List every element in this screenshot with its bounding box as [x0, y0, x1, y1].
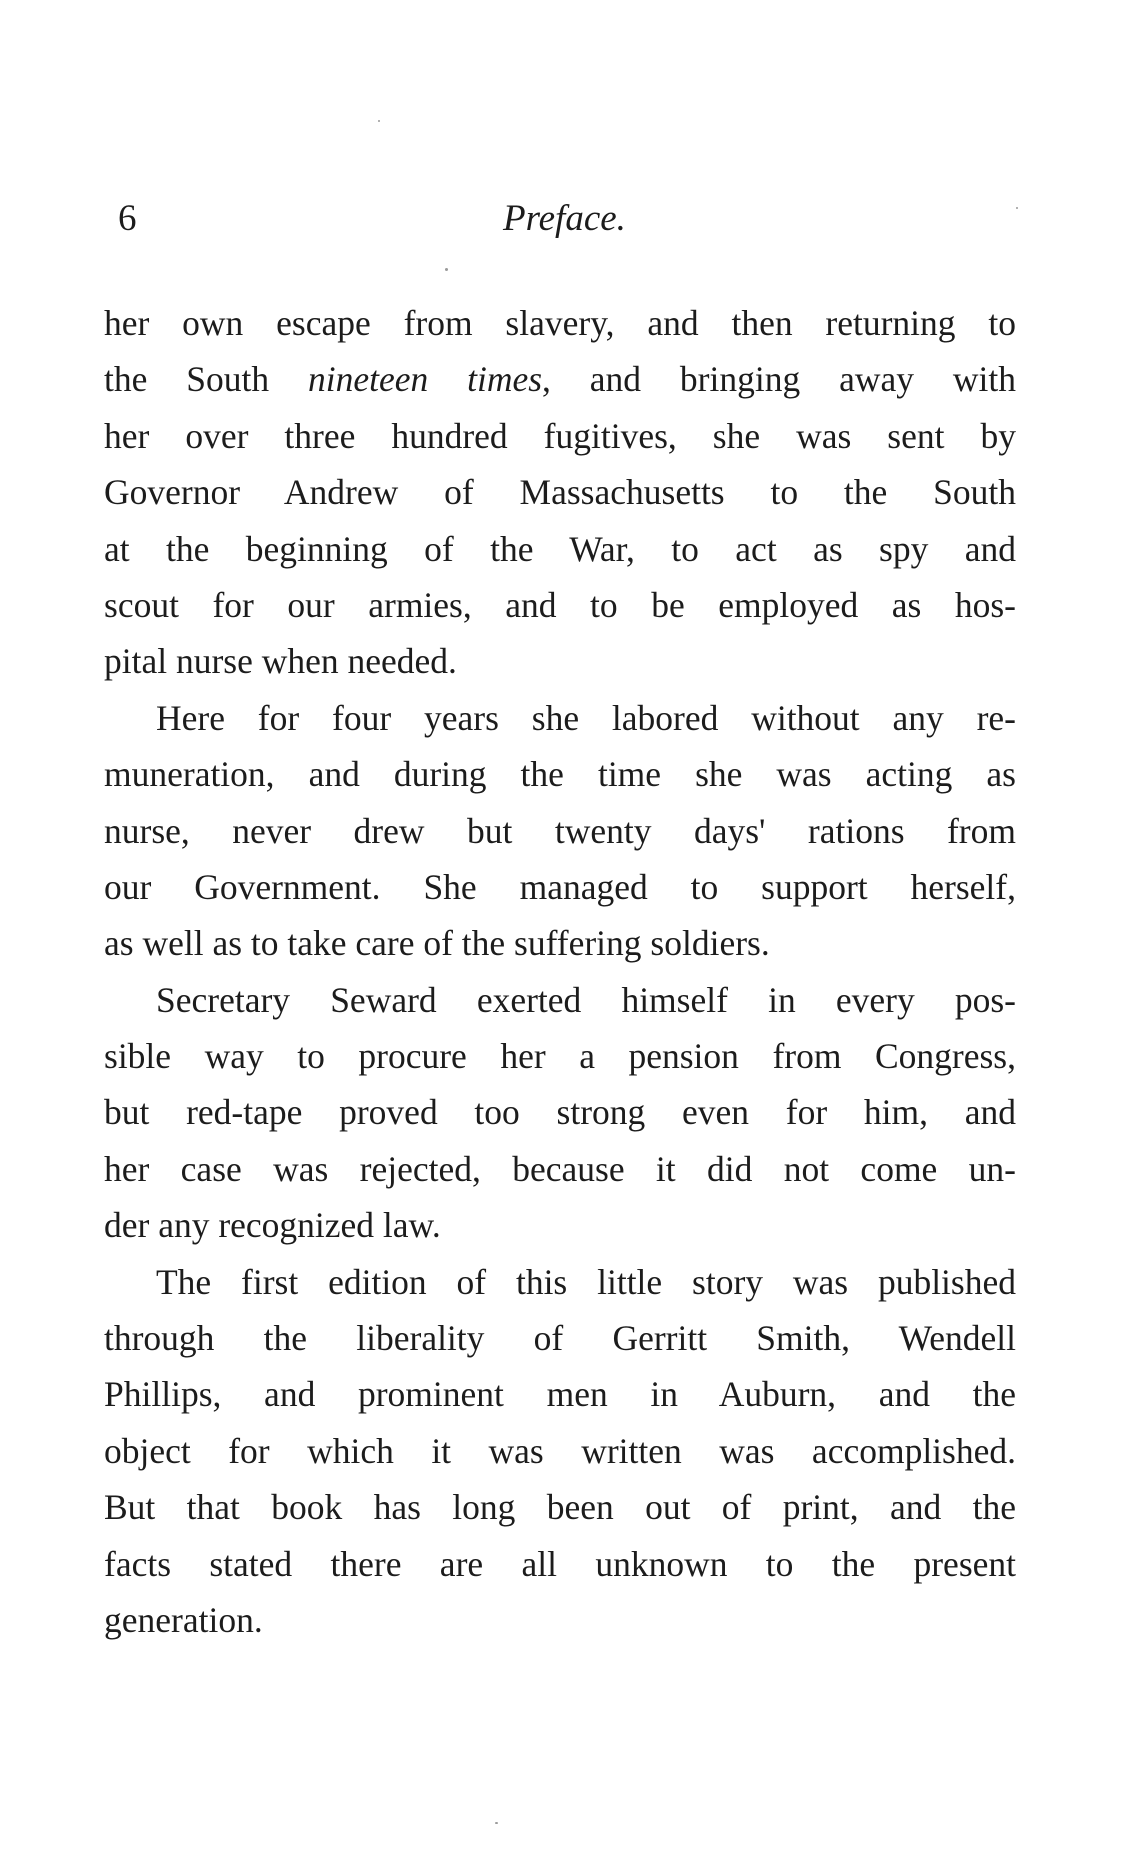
text-run: sible way to procure her a pension from Congress, — [104, 1036, 1016, 1077]
text-run: But that book has long been out of print, and the — [104, 1487, 1016, 1528]
page-number: 6 — [118, 198, 137, 239]
text-line — [104, 295, 1016, 351]
text-run: but red-tape proved too strong even for him, and — [104, 1092, 1016, 1133]
page-header — [118, 196, 1018, 246]
text-line — [104, 521, 1016, 577]
body-text — [104, 295, 1016, 1648]
text-run: generation. — [104, 1599, 263, 1640]
text-line — [104, 577, 1016, 633]
text-line — [104, 1141, 1016, 1197]
text-run: the South — [104, 359, 308, 400]
text-run: The first edition of this little story was published — [156, 1261, 1016, 1302]
text-run: object for which it was written was accomplished. — [104, 1430, 1016, 1471]
text-run: der any recognized law. — [104, 1205, 441, 1246]
text-run: facts stated there are all unknown to the present — [104, 1543, 1016, 1584]
text-line — [104, 351, 1016, 407]
paper-speck — [378, 120, 380, 122]
text-run: our Government. She managed to support herself, — [104, 866, 1016, 907]
text-line — [104, 915, 1016, 971]
paper-speck — [1016, 207, 1018, 209]
text-run: nurse, never drew but twenty days' rations from — [104, 810, 1016, 851]
paragraph — [104, 972, 1016, 1254]
text-line — [104, 746, 1016, 802]
text-line — [104, 1366, 1016, 1422]
text-run: scout for our armies, and to be employed as hos- — [104, 584, 1016, 625]
text-line — [104, 633, 1016, 689]
text-run: Secretary Seward exerted himself in every pos- — [156, 979, 1016, 1020]
text-line — [104, 1084, 1016, 1140]
paper-speck — [445, 268, 448, 271]
paragraph — [104, 1254, 1016, 1649]
text-run: her own escape from slavery, and then returning to — [104, 303, 1016, 343]
text-run: Governor Andrew of Massachusetts to the South — [104, 472, 1016, 513]
text-line — [104, 1423, 1016, 1479]
text-line — [104, 859, 1016, 915]
text-run: , and bringing away with — [542, 359, 1016, 400]
text-line — [104, 803, 1016, 859]
text-line — [104, 464, 1016, 520]
text-line — [104, 1479, 1016, 1535]
italic-emphasis: nineteen times — [307, 359, 543, 400]
text-line — [104, 1197, 1016, 1253]
text-line — [104, 1536, 1016, 1592]
paragraph — [104, 690, 1016, 972]
text-run: as well as to take care of the suffering soldiers. — [104, 923, 770, 964]
text-run: her case was rejected, because it did not come un- — [104, 1148, 1016, 1189]
paper-speck — [495, 1822, 498, 1824]
text-run: muneration, and during the time she was acting as — [104, 754, 1016, 795]
text-run: pital nurse when needed. — [104, 641, 457, 682]
text-run: at the beginning of the War, to act as spy and — [104, 528, 1016, 569]
text-run: through the liberality of Gerritt Smith, Wendell — [104, 1318, 1016, 1359]
text-line — [104, 408, 1016, 464]
text-run: her over three hundred fugitives, she was sent by — [104, 415, 1016, 456]
running-title: Preface. — [503, 198, 626, 239]
text-line — [104, 972, 1016, 1028]
paragraph — [104, 295, 1016, 690]
text-line — [104, 1310, 1016, 1366]
text-line — [104, 1028, 1016, 1084]
text-line — [104, 1254, 1016, 1310]
text-run: Phillips, and prominent men in Auburn, and the — [104, 1374, 1016, 1415]
text-run: Here for four years she labored without any re- — [156, 697, 1016, 738]
text-line — [104, 690, 1016, 746]
text-line — [104, 1592, 1016, 1648]
